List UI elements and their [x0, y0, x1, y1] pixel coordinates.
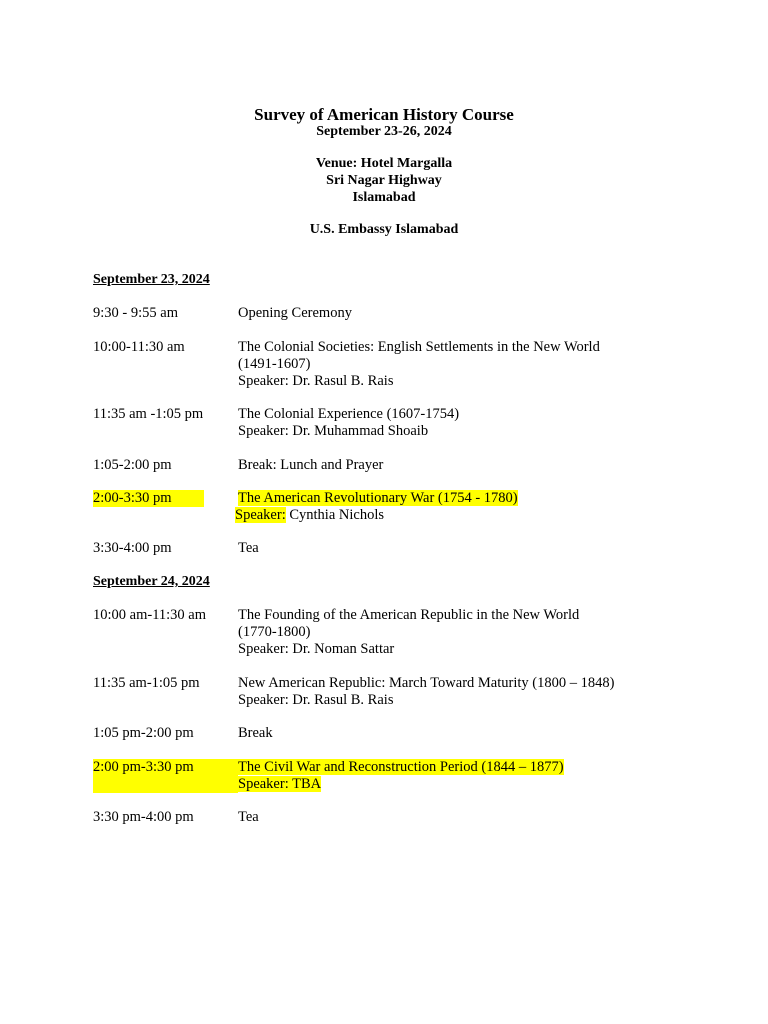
session-time: 10:00-11:30 am — [93, 339, 185, 355]
session-time: 1:05 pm-2:00 pm — [93, 725, 194, 741]
session-description — [238, 339, 698, 390]
session-time: 9:30 - 9:55 am — [93, 305, 178, 321]
session-time: 3:30-4:00 pm — [93, 540, 172, 556]
session-description — [238, 305, 698, 322]
speaker-name: Cynthia Nichols — [285, 507, 385, 523]
course-dates: September 23-26, 2024 — [316, 124, 452, 139]
session-title: Tea — [238, 540, 259, 556]
speaker-label: Speaker: — [235, 507, 286, 523]
session-description — [238, 759, 698, 793]
session-title-cont: (1770-1800) — [238, 624, 311, 640]
organizer: U.S. Embassy Islamabad — [309, 222, 459, 237]
session-time: 10:00 am-11:30 am — [93, 607, 207, 623]
session-speaker: Speaker: Dr. Muhammad Shoaib — [238, 423, 429, 439]
session-title: The Civil War and Reconstruction Period (1844 – 1877) — [238, 759, 564, 775]
session-time: 2:00 pm-3:30 pm — [93, 759, 194, 775]
session-title: Tea — [238, 809, 259, 825]
session-description — [238, 675, 698, 709]
session-title: New American Republic: March Toward Maturity (1800 – 1848) — [238, 675, 615, 691]
session-description — [238, 607, 698, 658]
session-title: Break: Lunch and Prayer — [238, 457, 384, 473]
session-description — [238, 809, 698, 826]
session-title-cont: (1491-1607) — [238, 356, 311, 372]
session-description — [238, 406, 698, 440]
session-time: 1:05-2:00 pm — [93, 457, 172, 473]
session-speaker: Speaker: Dr. Rasul B. Rais — [238, 373, 394, 389]
venue-city: Islamabad — [352, 190, 416, 205]
session-title: Opening Ceremony — [238, 305, 352, 321]
document-title: Survey of American History Course — [254, 105, 514, 124]
session-speaker: Speaker: Dr. Noman Sattar — [238, 641, 395, 657]
session-time: 11:35 am -1:05 pm — [93, 406, 204, 422]
session-title: Break — [238, 725, 273, 741]
session-description — [238, 725, 698, 742]
session-speaker: Speaker: Dr. Rasul B. Rais — [238, 692, 394, 708]
venue-road: Sri Nagar Highway — [326, 173, 442, 188]
highlight-strip — [93, 776, 238, 793]
session-title: The American Revolutionary War (1754 - 1780) — [238, 490, 518, 506]
session-title: The Founding of the American Republic in the New World — [238, 607, 580, 623]
session-description — [238, 457, 698, 474]
day-1-heading: September 23, 2024 — [93, 272, 210, 287]
session-title: The Colonial Societies: English Settlements in the New World — [238, 339, 600, 355]
session-description — [235, 490, 698, 524]
session-time: 11:35 am-1:05 pm — [93, 675, 200, 691]
day-2-heading: September 24, 2024 — [93, 574, 210, 589]
session-title: The Colonial Experience (1607-1754) — [238, 406, 460, 422]
session-description — [238, 540, 698, 557]
session-time: 2:00-3:30 pm — [93, 490, 204, 507]
venue-name: Venue: Hotel Margalla — [315, 156, 453, 171]
session-time: 3:30 pm-4:00 pm — [93, 809, 194, 825]
session-speaker: Speaker: TBA — [238, 776, 322, 792]
